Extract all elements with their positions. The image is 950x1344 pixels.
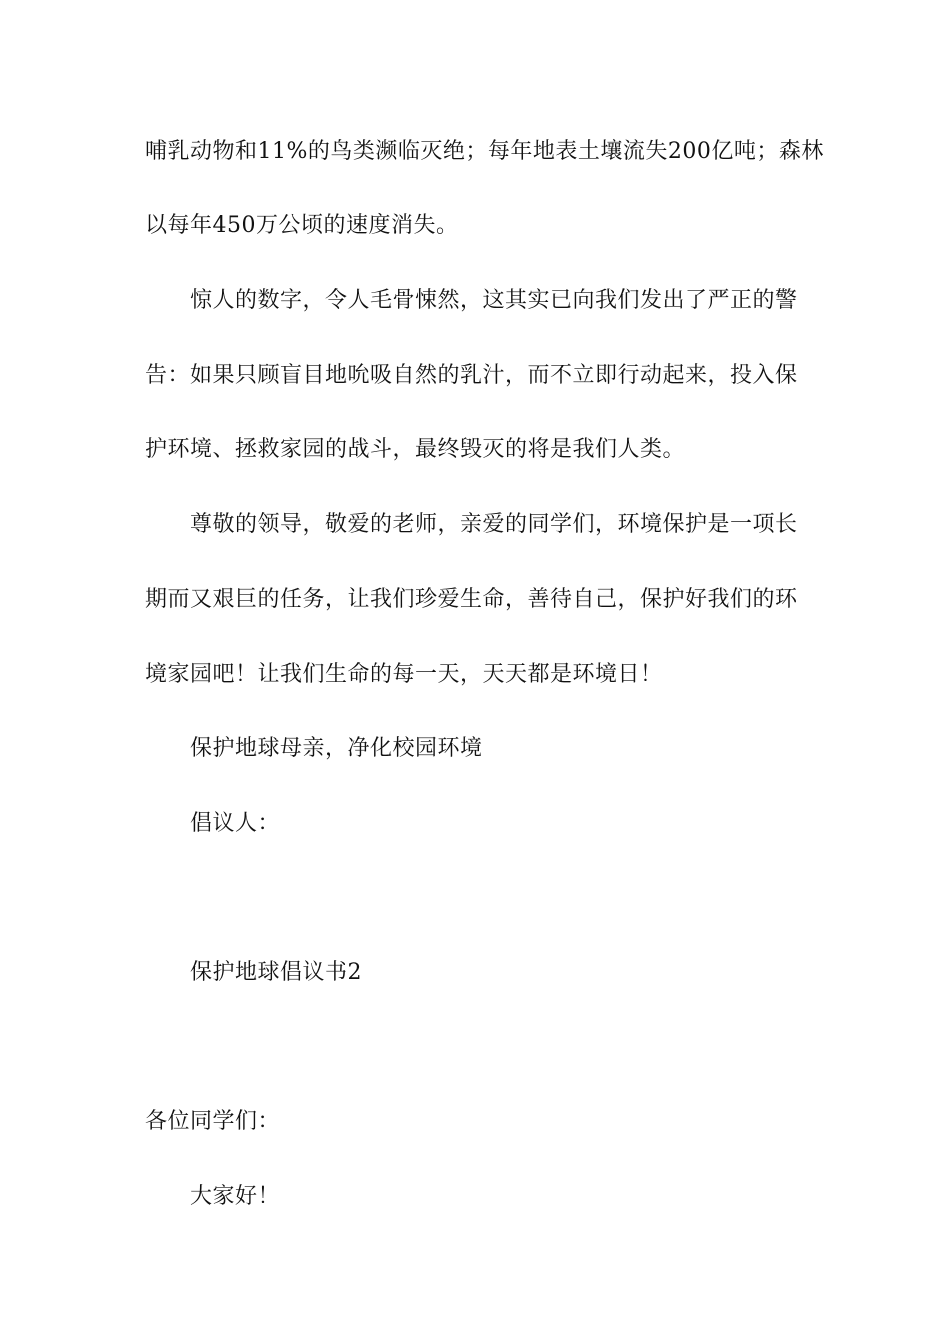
slogan-line: 保护地球母亲，净化校园环境: [190, 736, 483, 761]
greeting: 大家好！: [190, 1184, 281, 1209]
paragraph-line: 护环境、拯救家园的战斗，最终毁灭的将是我们人类。: [145, 437, 686, 462]
paragraph-line: 告：如果只顾盲目地吮吸自然的乳汁，而不立即行动起来，投入保: [145, 363, 798, 388]
salutation: 各位同学们：: [145, 1109, 281, 1134]
proposer-label: 倡议人：: [190, 811, 281, 836]
paragraph-line: 境家园吧！让我们生命的每一天，天天都是环境日！: [145, 662, 663, 687]
paragraph-line: 惊人的数字，令人毛骨悚然，这其实已向我们发出了严正的警: [190, 288, 798, 313]
section-title: 保护地球倡议书2: [190, 960, 362, 985]
paragraph-line: 尊敬的领导，敬爱的老师，亲爱的同学们，环境保护是一项长: [190, 512, 798, 537]
paragraph-line: 哺乳动物和11%的鸟类濒临灭绝；每年地表土壤流失200亿吨；森林: [145, 139, 824, 164]
paragraph-line: 以每年450万公顷的速度消失。: [145, 213, 459, 238]
paragraph-line: 期而又艰巨的任务，让我们珍爱生命，善待自己，保护好我们的环: [145, 587, 798, 612]
